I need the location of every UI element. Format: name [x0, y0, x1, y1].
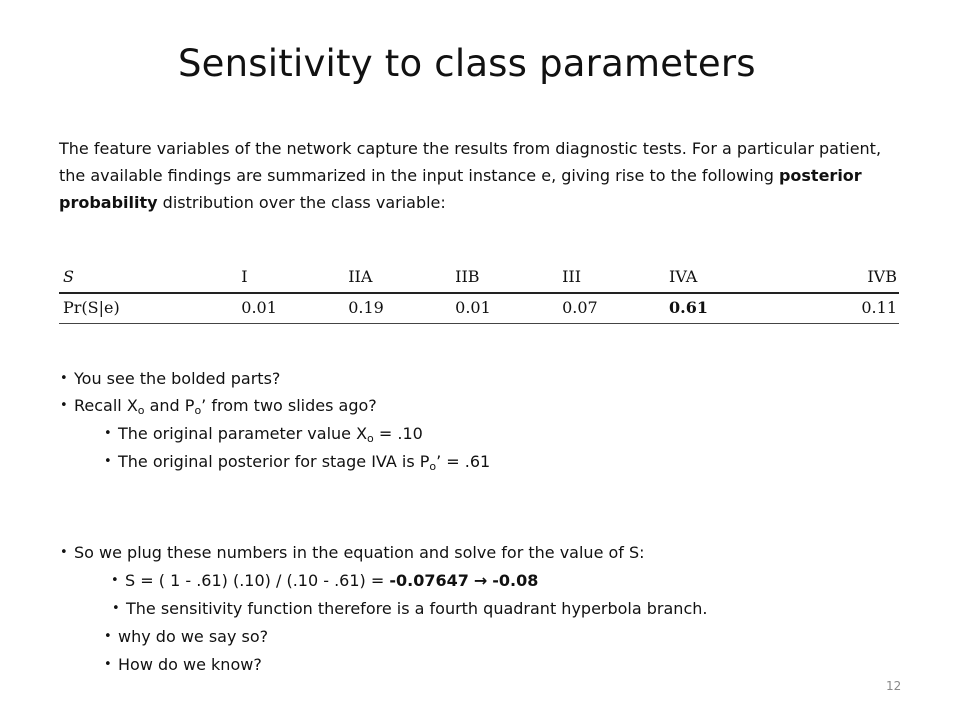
- table-header-cell: IVA: [669, 263, 786, 293]
- bullet-text: You see the bolded parts?: [74, 369, 281, 388]
- bullet-item: [74, 395, 377, 422]
- intro-text-2: distribution over the class variable:: [157, 193, 446, 212]
- subscript: o: [429, 460, 437, 473]
- bullet-text: The original parameter value X: [118, 424, 368, 443]
- sub-bullet-item: [118, 654, 262, 676]
- table-header-cell: S: [59, 263, 241, 293]
- bullet-text: why do we say so?: [118, 627, 269, 646]
- table-header-cell: IIA: [348, 263, 455, 293]
- table-header-cell: I: [241, 263, 348, 293]
- bullet-text: ’ = .61: [436, 452, 491, 471]
- intro-bold-term: posterior probability: [59, 166, 862, 212]
- arrow-right-icon: →: [473, 571, 488, 590]
- table-row-label: Pr(S|e): [59, 293, 241, 324]
- bullet-text: The original posterior for stage IVA is P: [118, 452, 430, 471]
- sub-bullet-item: [126, 598, 707, 620]
- subscript: o: [194, 404, 202, 417]
- slide-title: Sensitivity to class parameters: [178, 42, 756, 85]
- bullet-item: [74, 368, 280, 390]
- table-header-cell: III: [562, 263, 669, 293]
- table-header-cell: IIB: [455, 263, 562, 293]
- bullet-bold-value: -0.07647: [389, 571, 469, 590]
- sub-bullet-item: [118, 451, 490, 478]
- bullet-text: S = ( 1 - .61) (.10) / (.10 - .61) =: [125, 571, 390, 590]
- table-cell-highlighted: 0.61: [669, 293, 786, 324]
- intro-text-1: The feature variables of the network capture the results from diagnostic tests. For a particular patient, the available findings are summarized in the input instance e, giving rise to the following: [59, 139, 882, 185]
- bullet-text: ’ from two slides ago?: [201, 396, 377, 415]
- table-cell: 0.01: [455, 293, 562, 324]
- bullet-text: So we plug these numbers in the equation and solve for the value of S:: [74, 543, 645, 562]
- page-number: 12: [886, 679, 902, 693]
- sub-bullet-item: [125, 570, 538, 592]
- sub-bullet-item: [118, 423, 423, 450]
- bullet-text: The sensitivity function therefore is a fourth quadrant hyperbola branch.: [126, 599, 708, 618]
- table-cell: 0.19: [348, 293, 455, 324]
- subscript: o: [367, 432, 374, 445]
- table-cell: 0.01: [241, 293, 348, 324]
- sub-bullet-item: [118, 626, 268, 648]
- table-cell: 0.11: [786, 293, 899, 324]
- subscript: o: [137, 404, 145, 417]
- bullet-bold-value: -0.08: [492, 571, 539, 590]
- table-header-cell: IVB: [786, 263, 899, 293]
- table-cell: 0.07: [562, 293, 669, 324]
- bullet-text: Recall X: [74, 396, 138, 415]
- bullet-text: = .10: [373, 424, 423, 443]
- bullet-item: [74, 542, 645, 564]
- bullet-text: and P: [144, 396, 195, 415]
- bullet-text: How do we know?: [118, 655, 262, 674]
